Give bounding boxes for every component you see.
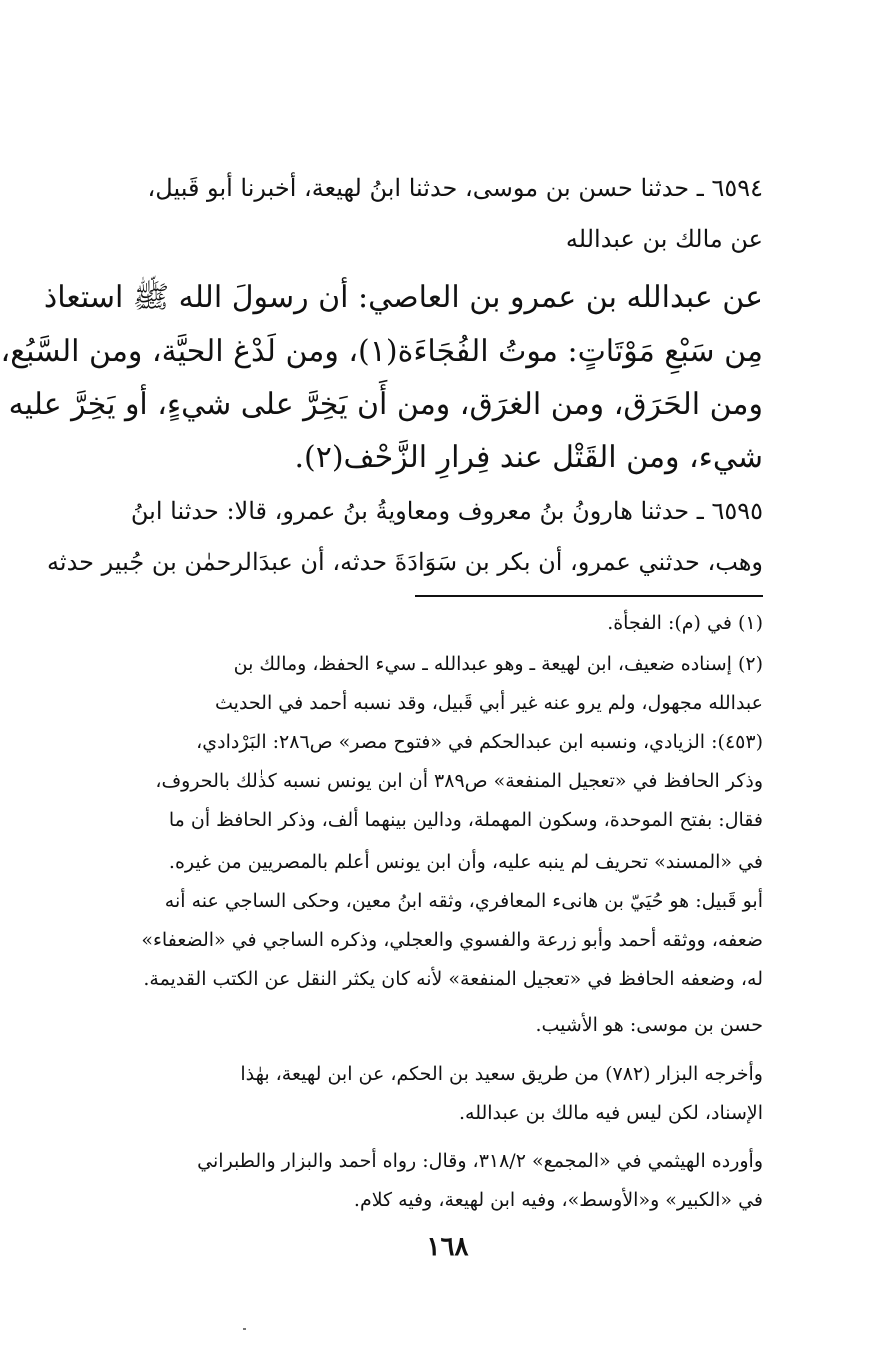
hadith-6594-matn-line-3: ومن الحَرَق، ومن الغرَق، ومن أَن يَخِرَّ على شيءٍ، أو يَخِرَّ عليه — [8, 387, 763, 422]
footnote-2-line: الإسناد، لكن ليس فيه مالك بن عبدالله. — [458, 1102, 763, 1124]
footnote-2-line: وأورده الهيثمي في «المجمع» ٣١٨/٢، وقال: رواه أحمد والبزار والطبراني — [197, 1150, 763, 1172]
hadith-6594-matn-line-4: شيء، ومن القَتْل عند فِرارِ الزَّحْف(٢). — [294, 440, 763, 475]
footnote-2-line: (٢) إسناده ضعيف، ابن لهيعة ـ وهو عبدالله ـ سيء الحفظ، ومالك بن — [233, 653, 763, 675]
footnote-2-line: (٤٥٣): الزيادي، ونسبه ابن عبدالحكم في «فتوح مصر» ص٢٨٦: البَرْدادي، — [196, 731, 763, 753]
hadith-6594-isnad-line-1: ٦٥٩٤ ـ حدثنا حسن بن موسى، حدثنا ابنُ لهيعة، أخبرنا أبو قَبيل، — [147, 174, 763, 202]
hadith-6594-matn-line-1: عن عبدالله بن عمرو بن العاصي: أن رسولَ الله ﷺ استعاذ — [43, 280, 763, 315]
footnote-2-line: حسن بن موسى: هو الأشيب. — [535, 1014, 763, 1036]
hadith-6595-line-1: ٦٥٩٥ ـ حدثنا هارونُ بنُ معروف ومعاويةُ بنُ عمرو، قالا: حدثنا ابنُ — [130, 497, 763, 525]
footnote-2-line: في «المسند» تحريف لم ينبه عليه، وأن ابن يونس أعلم بالمصريين من غيره. — [168, 851, 763, 873]
footnote-separator — [415, 595, 763, 597]
hadith-6594-matn-line-2: مِن سَبْعِ مَوْتَاتٍ: موتُ الفُجَاءَة(١)، ومن لَدْغ الحيَّة، ومن السَّبُع، — [0, 334, 763, 369]
footnote-1: (١) في (م): الفجأة. — [607, 612, 763, 634]
footnote-2-line: عبدالله مجهول، ولم يرو عنه غير أبي قَبيل، وقد نسبه أحمد في الحديث — [215, 692, 763, 714]
footnote-2-line: وأخرجه البزار (٧٨٢) من طريق سعيد بن الحكم، عن ابن لهيعة، بهٰذا — [240, 1063, 763, 1085]
footnote-2-line: وذكر الحافظ في «تعجيل المنفعة» ص٣٨٩ أن ابن يونس نسبه كذٰلك بالحروف، — [155, 770, 763, 792]
footnote-2-line: فقال: بفتح الموحدة، وسكون المهملة، ودالين بينهما ألف، وذكر الحافظ أن ما — [168, 809, 763, 831]
footnote-2-line: في «الكبير» و«الأوسط»، وفيه ابن لهيعة، وفيه كلام. — [353, 1189, 763, 1211]
print-speck — [243, 1328, 246, 1330]
hadith-6594-isnad-line-2: عن مالك بن عبدالله — [565, 225, 763, 253]
footnote-2-line: له، وضعفه الحافظ في «تعجيل المنفعة» لأنه كان يكثر النقل عن الكتب القديمة. — [143, 968, 763, 990]
page-number: ١٦٨ — [426, 1232, 469, 1262]
footnote-2-line: ضعفه، ووثقه أحمد وأبو زرعة والفسوي والعجلي، وذكره الساجي في «الضعفاء» — [141, 929, 763, 951]
hadith-6595-line-2: وهب، حدثني عمرو، أن بكر بن سَوَادَةَ حدثه، أن عبدَالرحمٰن بن جُبير حدثه — [47, 548, 763, 576]
footnote-2-line: أبو قَبيل: هو حُيَيّ بن هانىء المعافري، وثقه ابنُ معين، وحكى الساجي عنه أنه — [164, 890, 763, 912]
